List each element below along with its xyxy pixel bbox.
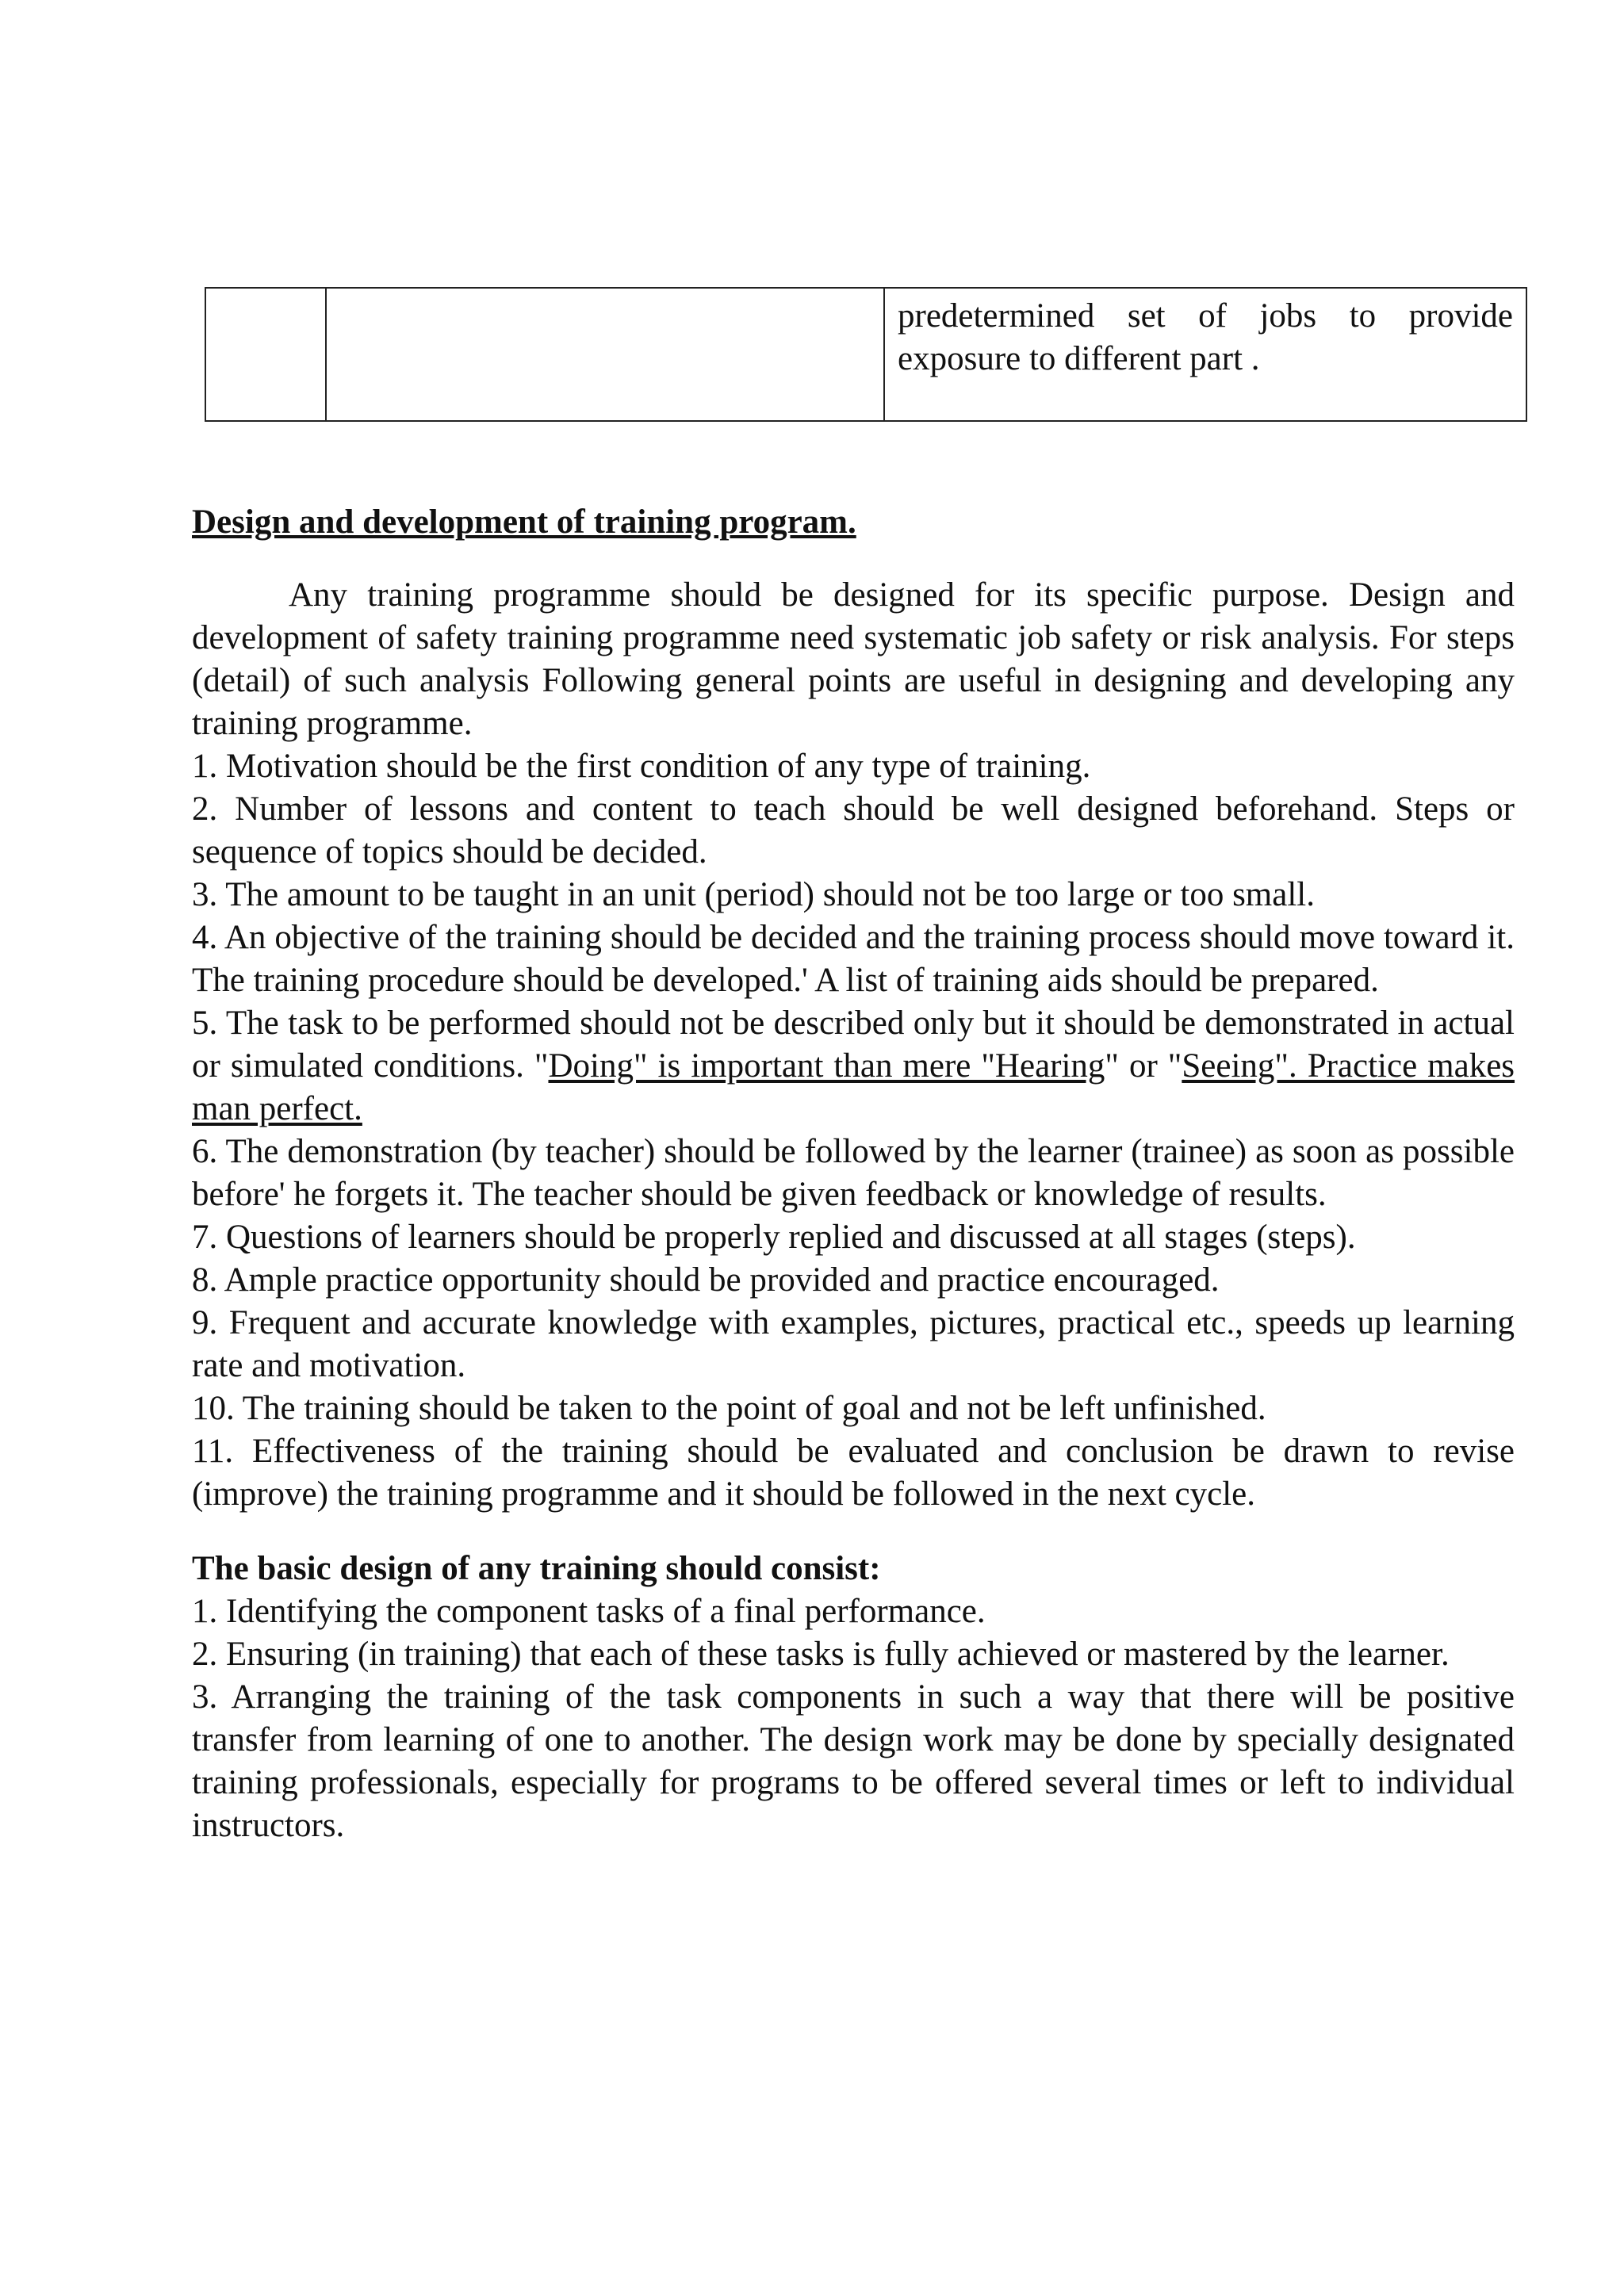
list-item: 7. Questions of learners should be properly replied and discussed at all stages (steps). <box>192 1219 1356 1256</box>
intro-paragraph: Any training programme should be designed for its specific purpose. Design and development of safety training programme need systematic job safety or risk analysis. For steps (detail) of such analysis Following general points are useful in designing and developing any training programme. <box>192 576 1515 742</box>
basic-design-heading: The basic design of any training should consist: <box>192 1550 881 1587</box>
basic-design-list <box>192 1590 1515 1847</box>
list-item: 9. Frequent and accurate knowledge with examples, pictures, practical etc., speeds up learning rate and motivation. <box>192 1304 1515 1384</box>
list-item: 1. Identifying the component tasks of a final performance. <box>192 1593 986 1630</box>
points-list <box>192 745 1515 1516</box>
point-5-lead: 5. The task to be performed should not be described only but it should be demonstrated in actual or simulated conditions. " <box>192 1004 1515 1085</box>
list-item: 8. Ample practice opportunity should be provided and practice encouraged. <box>192 1261 1220 1299</box>
list-item: 10. The training should be taken to the point of goal and not be left unfinished. <box>192 1390 1266 1427</box>
table-row <box>205 288 1526 421</box>
point-5-middle: " or " <box>1105 1047 1182 1085</box>
list-item: 6. The demonstration (by teacher) should be followed by the learner (trainee) as soon as possible before' he forgets it. The teacher should be given feedback or knowledge of results. <box>192 1133 1515 1213</box>
section-heading: Design and development of training program. <box>192 503 856 541</box>
list-item-5 <box>192 1002 1515 1131</box>
point-5-underlined-2: Seeing". Practice makes man perfect. <box>192 1047 1515 1127</box>
list-item: 11. Effectiveness of the training should be evaluated and conclusion be drawn to revise (improve) the training programme and it should be followed in the next cycle. <box>192 1433 1515 1513</box>
list-item: 3. Arranging the training of the task components in such a way that there will be positive transfer from learning of one to another. The design work may be done by specially designated training professionals, especially for programs to be offered several times or left to individual instructors. <box>192 1678 1515 1844</box>
table-cell-2 <box>326 288 884 421</box>
page-content <box>192 287 1515 1847</box>
list-item: 4. An objective of the training should be decided and the training process should move toward it. The training procedure should be developed.' A list of training aids should be prepared. <box>192 919 1515 999</box>
table-cell-3: predetermined set of jobs to provide exposure to different part . <box>884 288 1526 421</box>
list-item: 2. Ensuring (in training) that each of these tasks is fully achieved or mastered by the learner. <box>192 1636 1450 1673</box>
table-cell-1 <box>205 288 326 421</box>
list-item: 1. Motivation should be the first condition of any type of training. <box>192 748 1091 785</box>
list-item: 2. Number of lessons and content to teach should be well designed beforehand. Steps or sequence of topics should be decided. <box>192 790 1515 871</box>
list-item: 3. The amount to be taught in an unit (period) should not be too large or too small. <box>192 876 1315 913</box>
continued-table <box>205 287 1527 422</box>
point-5-underlined: Doing" is important than mere "Hearing <box>548 1047 1105 1085</box>
